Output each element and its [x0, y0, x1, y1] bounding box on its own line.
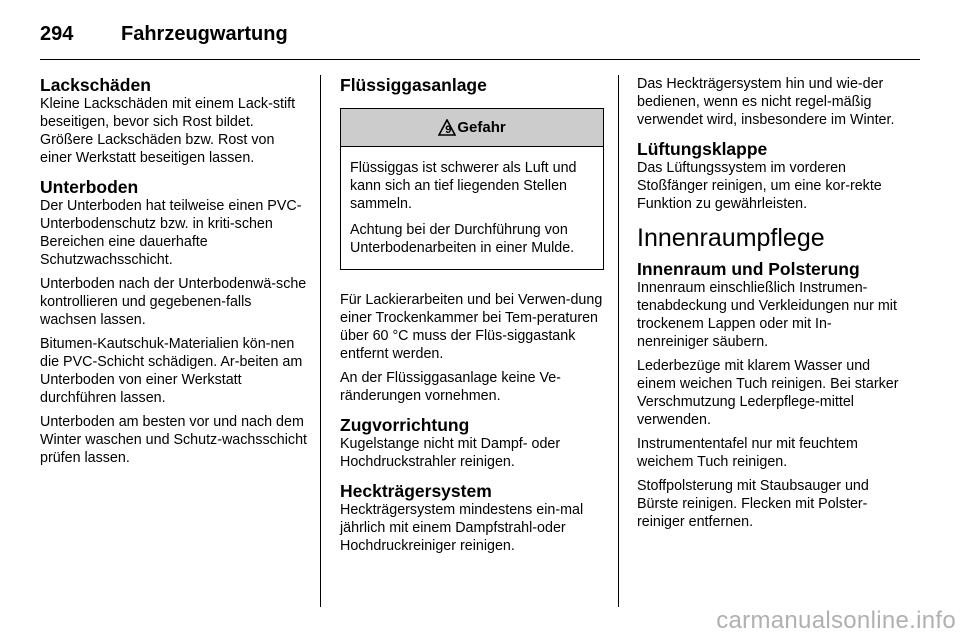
paragraph: Für Lackierarbeiten und bei Verwen-dung einer Trockenkammer bei Tem-peraturen über 60 °C muss der Flüs-siggastank entfernt werden.	[340, 292, 603, 362]
heading-unterboden: Unterboden	[40, 177, 139, 197]
page-title: Fahrzeugwartung	[121, 22, 288, 45]
header-divider	[40, 59, 920, 60]
paragraph: Unterboden nach der Unterbodenwä-sche kontrollieren und gegebenen-falls wachsen lassen.	[40, 276, 307, 328]
paragraph: Kugelstange nicht mit Dampf- oder Hochdruckstrahler reinigen.	[340, 436, 561, 470]
warning-header	[341, 109, 603, 147]
section-lackschaeden	[40, 75, 307, 167]
column-divider-1	[320, 75, 321, 607]
paragraph: Der Unterboden hat teilweise einen PVC-Unterbodenschutz bzw. in kriti-schen Bereichen eine dauerhafte Schutzwachsschicht.	[40, 198, 302, 268]
paragraph: Das Heckträgersystem hin und wie-der bedienen, wenn es nicht regel-mäßig verwendet wird, insbesondere im Winter.	[637, 76, 895, 128]
section-innenraumpflege	[637, 223, 903, 253]
paragraph: Unterboden am besten vor und nach dem Winter waschen und Schutz-wachsschicht prüfen lassen.	[40, 414, 307, 466]
column-3	[637, 75, 903, 541]
paragraph: Instrumententafel nur mit feuchtem weichem Tuch reinigen.	[637, 436, 858, 470]
danger-warning-box	[340, 108, 604, 270]
section-lueftungsklappe	[637, 139, 903, 213]
column-divider-2	[618, 75, 619, 607]
page-header	[40, 19, 288, 49]
warning-icon-number: 9	[445, 123, 452, 136]
watermark: carmanualsonline.info	[716, 607, 956, 634]
page-number: 294	[40, 22, 74, 45]
paragraph: Heckträgersystem mindestens ein-mal jährlich mit einem Dampfstrahl-oder Hochdruckreiniger reinigen.	[340, 502, 584, 554]
section-zugvorrichtung	[340, 415, 604, 471]
warning-label: Gefahr	[457, 119, 506, 136]
section-fluessiggasanlage	[340, 75, 604, 405]
paragraph: Lederbezüge mit klarem Wasser und einem weichen Tuch reinigen. Bei starker Verschmutzung Lederpflege-mittel verwenden.	[637, 358, 899, 428]
warning-paragraph: Achtung bei der Durchführung von Unterbodenarbeiten in einer Mulde.	[350, 222, 575, 256]
paragraph: An der Flüssiggasanlage keine Ve-ränderungen vornehmen.	[340, 370, 561, 404]
paragraph: Kleine Lackschäden mit einem Lack-stift beseitigen, bevor sich Rost bildet. Größere Lackschäden bzw. Rost von einer Werkstatt beseitigen lassen.	[40, 96, 296, 166]
paragraph: Innenraum einschließlich Instrumen-tenabdeckung und Verkleidungen nur mit trockenem Lappen oder mit In-nenreiniger säubern.	[637, 280, 897, 350]
section-hecktraegersystem	[340, 481, 604, 555]
paragraph: Stoffpolsterung mit Staubsauger und Bürste reinigen. Flecken mit Polster-reiniger entfernen.	[637, 478, 869, 530]
warning-body	[341, 147, 603, 269]
warning-paragraph: Flüssiggas ist schwerer als Luft und kann sich an tief liegenden Stellen sammeln.	[350, 160, 577, 212]
section-innenraum-polsterung	[637, 259, 903, 531]
heading-fluessiggasanlage: Flüssiggasanlage	[340, 75, 487, 95]
column-2	[340, 75, 604, 565]
column-1	[40, 75, 307, 477]
heading-innenraum-polsterung: Innenraum und Polsterung	[637, 259, 860, 279]
heading-hecktraegersystem: Heckträgersystem	[340, 481, 492, 501]
heading-zugvorrichtung: Zugvorrichtung	[340, 415, 470, 435]
paragraph: Das Lüftungssystem im vorderen Stoßfänger reinigen, um eine kor-rekte Funktion zu gewährleisten.	[637, 160, 882, 212]
section-unterboden	[40, 177, 307, 467]
heading-innenraumpflege: Innenraumpflege	[637, 224, 825, 252]
section-hecktraeger-continued	[637, 75, 903, 129]
heading-lueftungsklappe: Lüftungsklappe	[637, 139, 768, 159]
heading-lackschaeden: Lackschäden	[40, 75, 151, 95]
paragraph: Bitumen-Kautschuk-Materialien kön-nen die PVC-Schicht schädigen. Ar-beiten am Unterboden von einer Werkstatt durchführen lassen.	[40, 336, 303, 406]
